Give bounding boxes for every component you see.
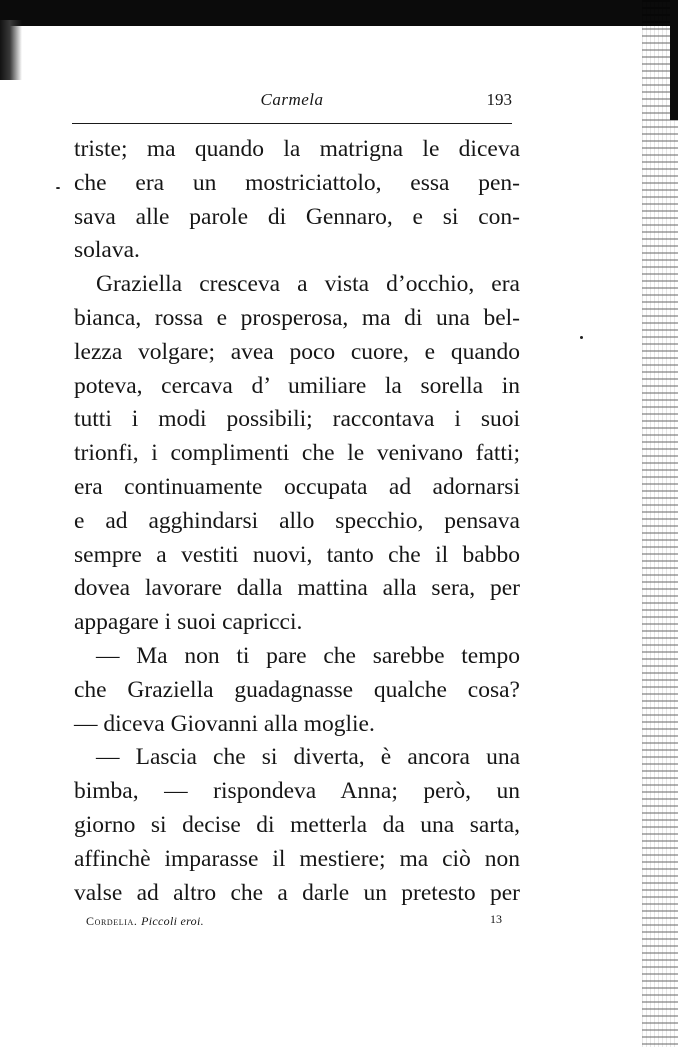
text-line: lezza volgare; avea poco cuore, e quando bbox=[74, 338, 520, 365]
text-line: sempre a vestiti nuovi, tanto che il babbo bbox=[74, 541, 520, 568]
text-line: bimba, — rispondeva Anna; però, un bbox=[74, 778, 520, 805]
text-line: che Graziella guadagnasse qualche cosa? bbox=[74, 676, 520, 703]
text-line: che era un mostriciattolo, essa pen- bbox=[74, 169, 520, 196]
footer-author: Cordelia. bbox=[86, 914, 138, 928]
text-line: poteva, cercava d’ umiliare la sorella in bbox=[74, 372, 520, 399]
text-line: giorno si decise di metterla da una sarta, bbox=[74, 811, 520, 838]
scan-border-top bbox=[0, 0, 678, 26]
text-line: — Ma non ti pare che sarebbe tempo bbox=[96, 642, 520, 669]
scan-border-right bbox=[642, 0, 678, 1047]
text-line: bianca, rossa e prosperosa, ma di una bel- bbox=[74, 304, 520, 331]
text-line: Graziella cresceva a vista d’occhio, era bbox=[96, 271, 520, 298]
ink-speck bbox=[580, 336, 583, 339]
text-line: dovea lavorare dalla mattina alla sera, per bbox=[74, 575, 520, 602]
text-line: era continuamente occupata ad adornarsi bbox=[74, 473, 520, 500]
footer-signature bbox=[86, 914, 204, 929]
text-line: tutti i modi possibili; raccontava i suoi bbox=[74, 406, 520, 433]
running-title: Carmela bbox=[260, 90, 324, 109]
body-text bbox=[74, 133, 520, 910]
text-line: valse ad altro che a darle un pretesto per bbox=[74, 879, 520, 906]
scan-border-right-strip bbox=[670, 0, 678, 120]
page-number: 193 bbox=[486, 90, 512, 109]
signature-number: 13 bbox=[490, 912, 502, 926]
header-rule bbox=[72, 123, 512, 124]
text-line: sava alle parole di Gennaro, e si con- bbox=[74, 203, 520, 230]
text-line: e ad agghindarsi allo specchio, pensava bbox=[74, 507, 520, 534]
text-line: triste; ma quando la matrigna le diceva bbox=[74, 136, 520, 162]
text-line: appagare i suoi capricci. bbox=[74, 609, 303, 636]
text-line: — Lascia che si diverta, è ancora una bbox=[96, 744, 520, 771]
text-line: — diceva Giovanni alla moglie. bbox=[74, 710, 375, 737]
page-header bbox=[72, 90, 512, 120]
footer-book-title: Piccoli eroi. bbox=[141, 914, 204, 928]
ink-speck bbox=[56, 187, 60, 189]
text-line: solava. bbox=[74, 237, 140, 264]
text-line: affinchè imparasse il mestiere; ma ciò non bbox=[74, 845, 520, 872]
scan-border-left bbox=[0, 20, 22, 80]
text-line: trionfi, i complimenti che le venivano fatti; bbox=[74, 440, 520, 467]
